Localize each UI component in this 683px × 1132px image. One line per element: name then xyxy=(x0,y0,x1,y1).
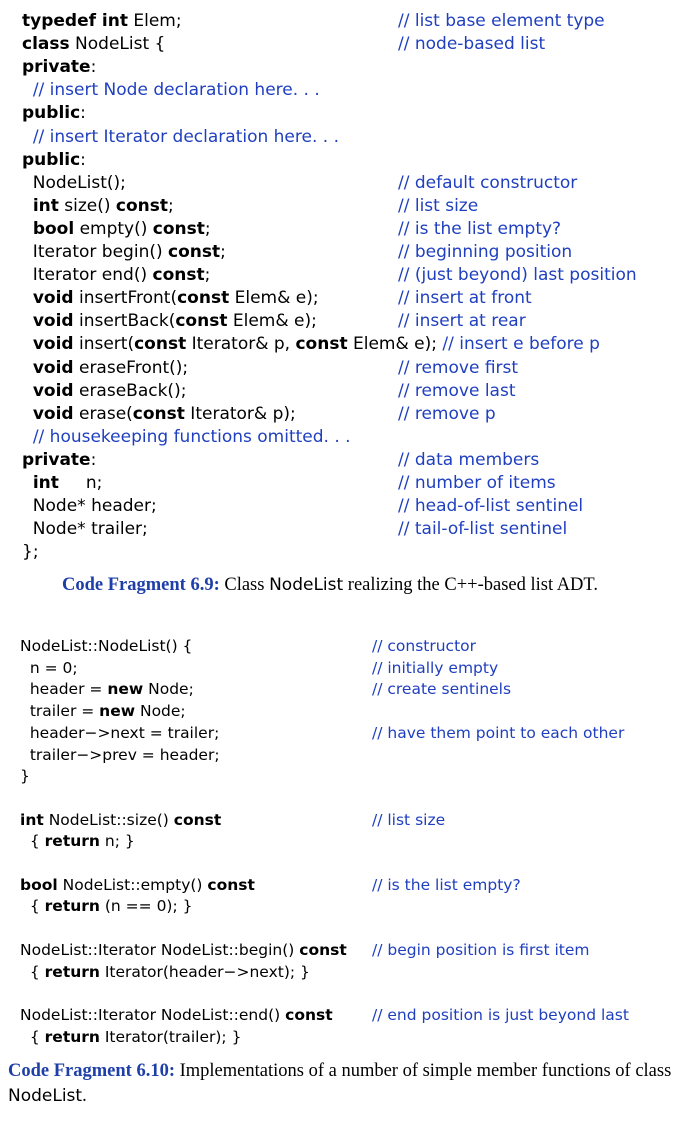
line-comment: // list size xyxy=(398,195,479,216)
keyword: return xyxy=(44,962,100,981)
code-text: n; xyxy=(58,473,103,493)
code-line xyxy=(20,834,135,850)
code-text xyxy=(22,473,33,493)
line-comment: // is the list empty? xyxy=(398,218,562,239)
code-line xyxy=(20,704,186,720)
code-line xyxy=(22,357,189,378)
code-text: trailer = xyxy=(20,702,100,721)
code-line xyxy=(20,723,220,742)
line-comment: // insert at rear xyxy=(398,311,526,332)
code-text xyxy=(22,404,33,424)
code-text: Elem& e); xyxy=(227,311,317,332)
caption-text: . xyxy=(82,1085,87,1106)
line-comment: // beginning position xyxy=(398,242,573,262)
keyword: const xyxy=(152,218,205,239)
code-line xyxy=(22,36,165,53)
code-text: insert( xyxy=(73,334,135,355)
caption-6-9 xyxy=(62,573,672,598)
keyword: void xyxy=(32,288,74,309)
keyword: const xyxy=(177,288,230,309)
code-text: trailer−>prev = header; xyxy=(20,745,220,764)
line-comment: // have them point to each other xyxy=(372,723,625,742)
keyword: return xyxy=(44,1027,100,1046)
code-line xyxy=(20,639,192,655)
caption-label: Code Fragment 6.9: xyxy=(62,575,220,595)
line-comment: // number of items xyxy=(398,473,556,493)
code-text: : xyxy=(80,103,86,124)
code-text: : xyxy=(80,149,86,170)
code-line xyxy=(22,336,600,353)
code-line xyxy=(22,290,319,307)
keyword: new xyxy=(107,680,144,699)
keyword: const xyxy=(168,242,221,262)
keyword: class xyxy=(22,34,70,55)
code-line xyxy=(20,810,222,829)
code-line xyxy=(20,682,194,698)
code-line xyxy=(22,426,351,447)
code-line xyxy=(22,218,211,239)
keyword: void xyxy=(32,403,74,424)
caption-text: Class xyxy=(219,575,270,595)
code-text: Elem; xyxy=(127,11,182,31)
code-text: Elem& e); xyxy=(229,288,319,309)
code-line xyxy=(22,475,102,492)
code-text: Node* header; xyxy=(22,496,157,517)
code-line xyxy=(22,82,320,99)
code-line xyxy=(22,13,182,30)
code-text: } xyxy=(20,767,30,786)
code-text: : xyxy=(90,449,97,470)
code-text: erase( xyxy=(73,403,133,424)
code-line xyxy=(20,769,30,785)
line-comment: // insert at front xyxy=(398,288,532,309)
code-line xyxy=(20,940,347,959)
keyword: int xyxy=(32,473,59,493)
code-line xyxy=(20,1027,242,1046)
code-text xyxy=(22,334,33,354)
code-text: empty() xyxy=(74,218,153,239)
keyword: const xyxy=(175,311,228,332)
line-comment: // end position is just beyond last xyxy=(372,1005,629,1024)
code-text: header = xyxy=(20,680,108,699)
code-text: n = 0; xyxy=(20,658,78,677)
code-text: insertBack( xyxy=(73,311,176,332)
code-text xyxy=(22,311,33,331)
code-comment: // insert e before p xyxy=(442,334,600,355)
code-text xyxy=(22,288,33,308)
keyword: void xyxy=(32,380,74,401)
code-text: n; } xyxy=(99,832,135,851)
code-text: ; xyxy=(204,218,211,239)
caption-class-name: NodeList xyxy=(8,1085,83,1106)
keyword: return xyxy=(44,897,100,916)
line-comment: // default constructor xyxy=(398,172,578,193)
code-text xyxy=(22,127,33,147)
keyword: const xyxy=(207,875,255,894)
line-comment: // is the list empty? xyxy=(372,875,521,894)
code-comment: // insert Node declaration here. . . xyxy=(32,80,320,101)
code-text: NodeList::Iterator NodeList::begin() xyxy=(20,940,300,959)
line-comment: // node-based list xyxy=(398,34,546,55)
code-text: Iterator end() xyxy=(22,265,153,286)
caption-class-name: NodeList xyxy=(269,575,344,595)
keyword: public xyxy=(22,103,81,124)
code-text xyxy=(22,427,33,447)
code-text: Iterator& p); xyxy=(184,403,296,424)
code-comment: // housekeeping functions omitted. . . xyxy=(32,426,351,447)
code-text: (n == 0); } xyxy=(99,897,193,916)
line-comment: // remove last xyxy=(398,380,516,401)
code-text: Node; xyxy=(135,702,186,721)
code-line xyxy=(22,149,86,170)
keyword: const xyxy=(295,334,348,355)
code-line xyxy=(22,105,86,122)
code-text: eraseFront(); xyxy=(73,357,189,378)
code-line xyxy=(22,195,174,216)
code-line xyxy=(22,267,210,284)
code-line xyxy=(22,498,157,515)
keyword: const xyxy=(115,195,169,216)
code-line xyxy=(22,313,317,330)
code-text: Elem& e); xyxy=(347,334,443,355)
line-comment: // head-of-list sentinel xyxy=(398,496,584,517)
code-text: insertFront( xyxy=(73,288,178,309)
keyword: typedef int xyxy=(22,11,128,31)
keyword: public xyxy=(22,149,81,170)
code-text: ; xyxy=(220,242,226,262)
keyword: void xyxy=(32,311,74,332)
code-text: NodeList::size() xyxy=(43,810,174,829)
keyword: return xyxy=(44,832,100,851)
keyword: private xyxy=(22,57,91,78)
code-text xyxy=(22,358,33,378)
line-comment: // (just beyond) last position xyxy=(398,265,637,286)
code-text: NodeList::Iterator NodeList::end() xyxy=(20,1005,286,1024)
code-line xyxy=(20,962,310,981)
line-comment: // constructor xyxy=(372,637,477,655)
line-comment: // list size xyxy=(372,810,446,829)
code-text: Node; xyxy=(143,680,194,699)
code-text: eraseBack(); xyxy=(73,380,187,401)
code-text xyxy=(22,381,33,401)
code-comment: // insert Iterator declaration here. . . xyxy=(32,126,339,147)
code-text: NodeList::empty() xyxy=(57,875,208,894)
caption-6-10 xyxy=(8,1059,673,1109)
code-line xyxy=(22,521,148,538)
code-line xyxy=(22,544,39,561)
keyword: void xyxy=(32,357,74,378)
keyword: bool xyxy=(20,875,58,894)
code-text: header−>next = trailer; xyxy=(20,723,220,742)
code-line xyxy=(22,59,96,76)
line-comment: // initially empty xyxy=(372,658,499,677)
code-text: : xyxy=(90,57,97,78)
code-text xyxy=(22,219,33,239)
line-comment: // create sentinels xyxy=(372,680,512,699)
code-line xyxy=(20,899,192,915)
keyword: int xyxy=(20,810,44,829)
caption-text: realizing the C++-based list ADT. xyxy=(343,575,598,595)
keyword: const xyxy=(173,810,222,829)
keyword: void xyxy=(32,334,74,355)
line-comment: // list base element type xyxy=(398,11,605,31)
caption-text: Implementations of a number of simple member functions of class xyxy=(174,1061,672,1081)
keyword: new xyxy=(99,702,136,721)
code-line xyxy=(20,658,78,677)
code-line xyxy=(22,126,339,147)
keyword: const xyxy=(132,403,185,424)
code-text: size() xyxy=(58,195,116,216)
keyword: const xyxy=(285,1005,333,1024)
code-text: { xyxy=(20,832,45,851)
code-text: { xyxy=(20,962,45,981)
code-text: { xyxy=(20,897,45,916)
code-text: Iterator begin() xyxy=(22,242,169,262)
code-text: ; xyxy=(204,265,211,286)
keyword: private xyxy=(22,449,91,470)
code-line xyxy=(22,449,97,470)
code-line xyxy=(20,875,255,894)
line-comment: // remove p xyxy=(398,403,496,424)
code-line xyxy=(22,172,126,193)
keyword: const xyxy=(134,334,187,355)
code-line xyxy=(20,745,220,764)
keyword: int xyxy=(32,195,59,216)
code-text: Iterator(header−>next); } xyxy=(99,962,310,981)
keyword: const xyxy=(299,940,347,959)
code-text: NodeList::NodeList() { xyxy=(20,637,193,655)
code-line xyxy=(22,403,296,424)
code-text: }; xyxy=(22,542,39,563)
code-text: { xyxy=(20,1027,45,1046)
code-text: Node* trailer; xyxy=(22,519,148,540)
keyword: const xyxy=(152,265,205,286)
line-comment: // begin position is first item xyxy=(372,940,590,959)
code-text xyxy=(22,196,33,216)
line-comment: // tail-of-list sentinel xyxy=(398,519,568,540)
code-line xyxy=(22,244,226,261)
code-text: NodeList { xyxy=(69,34,166,55)
code-text: ; xyxy=(168,195,174,216)
line-comment: // remove first xyxy=(398,357,519,378)
code-text xyxy=(22,80,33,100)
code-text: Iterator& p, xyxy=(186,334,296,355)
line-comment: // data members xyxy=(398,449,540,470)
keyword: bool xyxy=(32,218,75,239)
code-text: NodeList(); xyxy=(22,172,126,193)
code-text: Iterator(trailer); } xyxy=(99,1027,242,1046)
code-line xyxy=(20,1005,333,1024)
caption-label: Code Fragment 6.10: xyxy=(8,1061,175,1081)
code-line xyxy=(22,380,187,401)
